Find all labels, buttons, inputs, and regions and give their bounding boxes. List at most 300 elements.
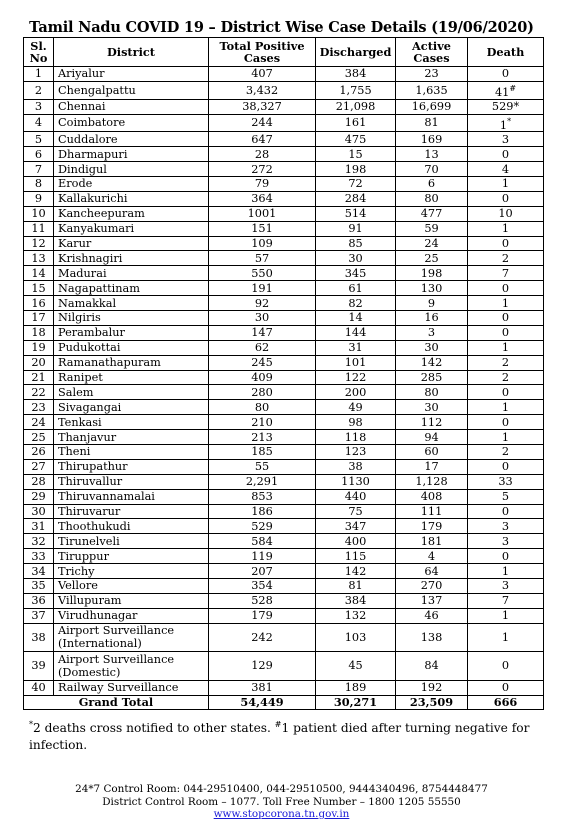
cell-active: 6 (396, 176, 468, 191)
cell-death: 41# (468, 81, 544, 99)
cell-district: Thoothukudi (54, 519, 209, 534)
cell-discharged: 21,098 (316, 99, 396, 114)
cell-sl-no: 29 (24, 489, 54, 504)
cell-discharged: 85 (316, 236, 396, 251)
cell-active: 408 (396, 489, 468, 504)
table-row (24, 266, 544, 281)
cell-death: 3 (468, 534, 544, 549)
cell-death: 0 (468, 549, 544, 564)
cell-active: 46 (396, 608, 468, 623)
cell-active: 80 (396, 191, 468, 206)
cell-death: 1 (468, 221, 544, 236)
cell-sl-no: 34 (24, 564, 54, 579)
table-row (24, 534, 544, 549)
page-title: Tamil Nadu COVID 19 – District Wise Case Details (19/06/2020) (29, 19, 534, 36)
cell-active: 1,635 (396, 81, 468, 99)
table-row (24, 652, 544, 681)
table-row (24, 221, 544, 236)
cell-discharged: 38 (316, 459, 396, 474)
cell-active: 13 (396, 147, 468, 162)
table-row (24, 132, 544, 147)
table-row (24, 400, 544, 415)
cell-sl-no: 27 (24, 459, 54, 474)
cell-active: 130 (396, 281, 468, 296)
cell-district: Thiruvallur (54, 474, 209, 489)
cell-active: 24 (396, 236, 468, 251)
cell-active: 94 (396, 430, 468, 445)
cell-sl-no: 9 (24, 191, 54, 206)
cell-district: Airport Surveillance (Domestic) (54, 652, 209, 681)
cell-active: 60 (396, 445, 468, 460)
cell-district: Tenkasi (54, 415, 209, 430)
cell-sl-no: 24 (24, 415, 54, 430)
cell-total-positive: 147 (209, 325, 316, 340)
cell-death: 33 (468, 474, 544, 489)
cell-sl-no: 11 (24, 221, 54, 236)
cell-sl-no: 19 (24, 340, 54, 355)
cell-discharged: 30 (316, 251, 396, 266)
cell-district: Kancheepuram (54, 206, 209, 221)
cell-sl-no: 26 (24, 445, 54, 460)
cell-death: 0 (468, 680, 544, 695)
cell-active: 80 (396, 385, 468, 400)
table-row (24, 67, 544, 82)
table-row (24, 564, 544, 579)
cell-active: 70 (396, 162, 468, 177)
cell-sl-no: 6 (24, 147, 54, 162)
cell-district: Erode (54, 176, 209, 191)
cell-district: Virudhunagar (54, 608, 209, 623)
cell-death: 3 (468, 579, 544, 594)
table-row (24, 623, 544, 652)
cell-active: 142 (396, 355, 468, 370)
table-row (24, 355, 544, 370)
cell-discharged: 123 (316, 445, 396, 460)
cell-sl-no: 12 (24, 236, 54, 251)
cell-total-positive: 213 (209, 430, 316, 445)
cell-sl-no: 33 (24, 549, 54, 564)
grand-total-row (24, 695, 544, 710)
cell-sl-no: 16 (24, 296, 54, 311)
cell-sl-no: 22 (24, 385, 54, 400)
grand-total-positive: 54,449 (209, 695, 316, 710)
cell-total-positive: 185 (209, 445, 316, 460)
cell-total-positive: 280 (209, 385, 316, 400)
cell-active: 138 (396, 623, 468, 652)
cell-death: 1 (468, 608, 544, 623)
cell-active: 477 (396, 206, 468, 221)
cell-district: Dharmapuri (54, 147, 209, 162)
cell-total-positive: 853 (209, 489, 316, 504)
cell-death: 1 (468, 623, 544, 652)
cell-district: Nilgiris (54, 311, 209, 326)
cell-total-positive: 407 (209, 67, 316, 82)
cell-district: Nagapattinam (54, 281, 209, 296)
district-case-table (23, 37, 544, 710)
cell-total-positive: 57 (209, 251, 316, 266)
cell-active: 9 (396, 296, 468, 311)
cell-sl-no: 7 (24, 162, 54, 177)
cell-district: Perambalur (54, 325, 209, 340)
cell-sl-no: 4 (24, 114, 54, 132)
table-row (24, 579, 544, 594)
table-row (24, 236, 544, 251)
table-row (24, 474, 544, 489)
cell-death: 1* (468, 114, 544, 132)
table-body (24, 67, 544, 696)
cell-death: 0 (468, 385, 544, 400)
cell-sl-no: 14 (24, 266, 54, 281)
cell-total-positive: 109 (209, 236, 316, 251)
cell-active: 3 (396, 325, 468, 340)
cell-sl-no: 21 (24, 370, 54, 385)
cell-total-positive: 151 (209, 221, 316, 236)
cell-active: 1,128 (396, 474, 468, 489)
cell-sl-no: 39 (24, 652, 54, 681)
cell-death: 0 (468, 67, 544, 82)
cell-total-positive: 550 (209, 266, 316, 281)
cell-discharged: 118 (316, 430, 396, 445)
cell-total-positive: 210 (209, 415, 316, 430)
cell-death: 3 (468, 132, 544, 147)
cell-discharged: 101 (316, 355, 396, 370)
cell-district: Namakkal (54, 296, 209, 311)
cell-sl-no: 2 (24, 81, 54, 99)
cell-total-positive: 28 (209, 147, 316, 162)
cell-total-positive: 186 (209, 504, 316, 519)
cell-total-positive: 409 (209, 370, 316, 385)
cell-total-positive: 62 (209, 340, 316, 355)
cell-death: 0 (468, 147, 544, 162)
header-total-positive: Total Positive Cases (209, 38, 316, 67)
cell-death: 2 (468, 251, 544, 266)
header-sl-no: Sl. No (24, 38, 54, 67)
header-discharged: Discharged (316, 38, 396, 67)
cell-district: Pudukottai (54, 340, 209, 355)
grand-total-discharged: 30,271 (316, 695, 396, 710)
cell-district: Salem (54, 385, 209, 400)
cell-death: 2 (468, 355, 544, 370)
cell-death: 0 (468, 652, 544, 681)
grand-total-active: 23,509 (396, 695, 468, 710)
control-room-numbers: 24*7 Control Room: 044-29510400, 044-29510500, 9444340496, 8754448477 (75, 783, 488, 795)
cell-total-positive: 79 (209, 176, 316, 191)
cell-discharged: 45 (316, 652, 396, 681)
cell-district: Chengalpattu (54, 81, 209, 99)
cell-total-positive: 647 (209, 132, 316, 147)
table-row (24, 81, 544, 99)
table-row (24, 296, 544, 311)
grand-total-death: 666 (468, 695, 544, 710)
cell-total-positive: 92 (209, 296, 316, 311)
table-row (24, 340, 544, 355)
cell-active: 192 (396, 680, 468, 695)
cell-district: Ranipet (54, 370, 209, 385)
cell-discharged: 115 (316, 549, 396, 564)
header-district: District (54, 38, 209, 67)
cell-district: Kanyakumari (54, 221, 209, 236)
cell-death: 0 (468, 504, 544, 519)
cell-death: 0 (468, 311, 544, 326)
cell-discharged: 103 (316, 623, 396, 652)
cell-sl-no: 3 (24, 99, 54, 114)
table-row (24, 191, 544, 206)
table-row (24, 680, 544, 695)
cell-total-positive: 30 (209, 311, 316, 326)
cell-total-positive: 245 (209, 355, 316, 370)
cell-discharged: 384 (316, 67, 396, 82)
footnote-star-mark: * (29, 720, 33, 729)
table-row (24, 206, 544, 221)
cell-discharged: 75 (316, 504, 396, 519)
cell-total-positive: 529 (209, 519, 316, 534)
cell-sl-no: 40 (24, 680, 54, 695)
cell-active: 17 (396, 459, 468, 474)
cell-total-positive: 3,432 (209, 81, 316, 99)
cell-discharged: 400 (316, 534, 396, 549)
table-row (24, 445, 544, 460)
cell-active: 59 (396, 221, 468, 236)
cell-sl-no: 5 (24, 132, 54, 147)
cell-sl-no: 30 (24, 504, 54, 519)
cell-death: 2 (468, 445, 544, 460)
cell-discharged: 49 (316, 400, 396, 415)
cell-discharged: 82 (316, 296, 396, 311)
cell-active: 4 (396, 549, 468, 564)
cell-discharged: 161 (316, 114, 396, 132)
cell-discharged: 200 (316, 385, 396, 400)
cell-active: 64 (396, 564, 468, 579)
cell-district: Trichy (54, 564, 209, 579)
cell-death: 5 (468, 489, 544, 504)
cell-district: Thanjavur (54, 430, 209, 445)
cell-district: Sivagangai (54, 400, 209, 415)
table-row (24, 325, 544, 340)
cell-death: 7 (468, 266, 544, 281)
footnote (29, 716, 549, 754)
cell-death: 1 (468, 340, 544, 355)
cell-death: 1 (468, 430, 544, 445)
table-row (24, 176, 544, 191)
cell-discharged: 284 (316, 191, 396, 206)
cell-active: 270 (396, 579, 468, 594)
cell-district: Tiruppur (54, 549, 209, 564)
header-death: Death (468, 38, 544, 67)
cell-active: 179 (396, 519, 468, 534)
cell-death: 4 (468, 162, 544, 177)
cell-district: Chennai (54, 99, 209, 114)
table-row (24, 385, 544, 400)
cell-total-positive: 80 (209, 400, 316, 415)
cell-active: 137 (396, 593, 468, 608)
cell-district: Cuddalore (54, 132, 209, 147)
header-active: Active Cases (396, 38, 468, 67)
cell-discharged: 91 (316, 221, 396, 236)
website-link[interactable]: www.stopcorona.tn.gov.in (213, 808, 350, 820)
table-row (24, 430, 544, 445)
cell-district: Ramanathapuram (54, 355, 209, 370)
cell-total-positive: 129 (209, 652, 316, 681)
cell-active: 169 (396, 132, 468, 147)
cell-active: 84 (396, 652, 468, 681)
cell-active: 25 (396, 251, 468, 266)
cell-death: 0 (468, 191, 544, 206)
cell-discharged: 1130 (316, 474, 396, 489)
cell-sl-no: 25 (24, 430, 54, 445)
contact-info (0, 783, 563, 821)
cell-death: 1 (468, 564, 544, 579)
cell-district: Vellore (54, 579, 209, 594)
cell-death: 0 (468, 415, 544, 430)
table-row (24, 489, 544, 504)
grand-total-label: Grand Total (24, 695, 209, 710)
cell-discharged: 347 (316, 519, 396, 534)
cell-death: 1 (468, 296, 544, 311)
cell-total-positive: 584 (209, 534, 316, 549)
cell-total-positive: 354 (209, 579, 316, 594)
cell-active: 30 (396, 400, 468, 415)
cell-death: 1 (468, 176, 544, 191)
cell-district: Villupuram (54, 593, 209, 608)
cell-district: Dindigul (54, 162, 209, 177)
cell-district: Thirupathur (54, 459, 209, 474)
cell-death: 1 (468, 400, 544, 415)
cell-total-positive: 364 (209, 191, 316, 206)
cell-active: 81 (396, 114, 468, 132)
cell-sl-no: 31 (24, 519, 54, 534)
district-control-room: District Control Room – 1077. Toll Free Number – 1800 1205 55550 (102, 795, 461, 808)
cell-district: Tirunelveli (54, 534, 209, 549)
cell-discharged: 189 (316, 680, 396, 695)
cell-sl-no: 28 (24, 474, 54, 489)
table-row (24, 370, 544, 385)
cell-death: 529* (468, 99, 544, 114)
table-row (24, 114, 544, 132)
cell-district: Railway Surveillance (54, 680, 209, 695)
cell-sl-no: 36 (24, 593, 54, 608)
cell-discharged: 144 (316, 325, 396, 340)
cell-sl-no: 35 (24, 579, 54, 594)
cell-sl-no: 10 (24, 206, 54, 221)
cell-death: 7 (468, 593, 544, 608)
cell-discharged: 384 (316, 593, 396, 608)
table-row (24, 162, 544, 177)
footnote-star-text: 2 deaths cross notified to other states. (33, 721, 275, 736)
cell-death: 0 (468, 236, 544, 251)
footnote-hash-text: 1 patient died after turning negative for infection. (29, 721, 530, 753)
table-row (24, 519, 544, 534)
cell-total-positive: 381 (209, 680, 316, 695)
cell-discharged: 14 (316, 311, 396, 326)
table-row (24, 593, 544, 608)
cell-district: Kallakurichi (54, 191, 209, 206)
table-row (24, 99, 544, 114)
cell-discharged: 198 (316, 162, 396, 177)
cell-district: Krishnagiri (54, 251, 209, 266)
cell-total-positive: 119 (209, 549, 316, 564)
cell-sl-no: 20 (24, 355, 54, 370)
cell-discharged: 61 (316, 281, 396, 296)
cell-district: Thiruvarur (54, 504, 209, 519)
cell-death: 0 (468, 459, 544, 474)
cell-total-positive: 207 (209, 564, 316, 579)
table-row (24, 608, 544, 623)
table-header-row (24, 38, 544, 67)
cell-total-positive: 1001 (209, 206, 316, 221)
cell-sl-no: 13 (24, 251, 54, 266)
cell-discharged: 122 (316, 370, 396, 385)
cell-district: Coimbatore (54, 114, 209, 132)
cell-active: 112 (396, 415, 468, 430)
cell-active: 30 (396, 340, 468, 355)
cell-discharged: 142 (316, 564, 396, 579)
cell-active: 23 (396, 67, 468, 82)
cell-active: 16,699 (396, 99, 468, 114)
footnote-hash-mark: # (274, 720, 282, 729)
cell-discharged: 440 (316, 489, 396, 504)
cell-discharged: 15 (316, 147, 396, 162)
cell-total-positive: 38,327 (209, 99, 316, 114)
cell-discharged: 475 (316, 132, 396, 147)
cell-death: 10 (468, 206, 544, 221)
cell-sl-no: 8 (24, 176, 54, 191)
cell-active: 181 (396, 534, 468, 549)
table-row (24, 147, 544, 162)
cell-active: 285 (396, 370, 468, 385)
table-row (24, 281, 544, 296)
cell-district: Airport Surveillance (International) (54, 623, 209, 652)
cell-death: 0 (468, 325, 544, 340)
cell-discharged: 1,755 (316, 81, 396, 99)
cell-district: Thiruvannamalai (54, 489, 209, 504)
table-row (24, 549, 544, 564)
cell-sl-no: 18 (24, 325, 54, 340)
cell-discharged: 345 (316, 266, 396, 281)
cell-total-positive: 2,291 (209, 474, 316, 489)
cell-discharged: 72 (316, 176, 396, 191)
cell-death: 0 (468, 281, 544, 296)
cell-total-positive: 242 (209, 623, 316, 652)
cell-district: Theni (54, 445, 209, 460)
cell-discharged: 98 (316, 415, 396, 430)
cell-sl-no: 15 (24, 281, 54, 296)
cell-discharged: 514 (316, 206, 396, 221)
cell-total-positive: 191 (209, 281, 316, 296)
table-row (24, 251, 544, 266)
cell-total-positive: 244 (209, 114, 316, 132)
cell-district: Madurai (54, 266, 209, 281)
cell-sl-no: 32 (24, 534, 54, 549)
cell-sl-no: 38 (24, 623, 54, 652)
cell-total-positive: 179 (209, 608, 316, 623)
table-row (24, 504, 544, 519)
cell-total-positive: 55 (209, 459, 316, 474)
cell-active: 16 (396, 311, 468, 326)
cell-discharged: 132 (316, 608, 396, 623)
cell-death: 3 (468, 519, 544, 534)
table-row (24, 459, 544, 474)
cell-sl-no: 37 (24, 608, 54, 623)
cell-active: 111 (396, 504, 468, 519)
cell-sl-no: 1 (24, 67, 54, 82)
cell-discharged: 81 (316, 579, 396, 594)
cell-sl-no: 17 (24, 311, 54, 326)
cell-district: Ariyalur (54, 67, 209, 82)
cell-death: 2 (468, 370, 544, 385)
cell-total-positive: 528 (209, 593, 316, 608)
table-row (24, 311, 544, 326)
cell-sl-no: 23 (24, 400, 54, 415)
